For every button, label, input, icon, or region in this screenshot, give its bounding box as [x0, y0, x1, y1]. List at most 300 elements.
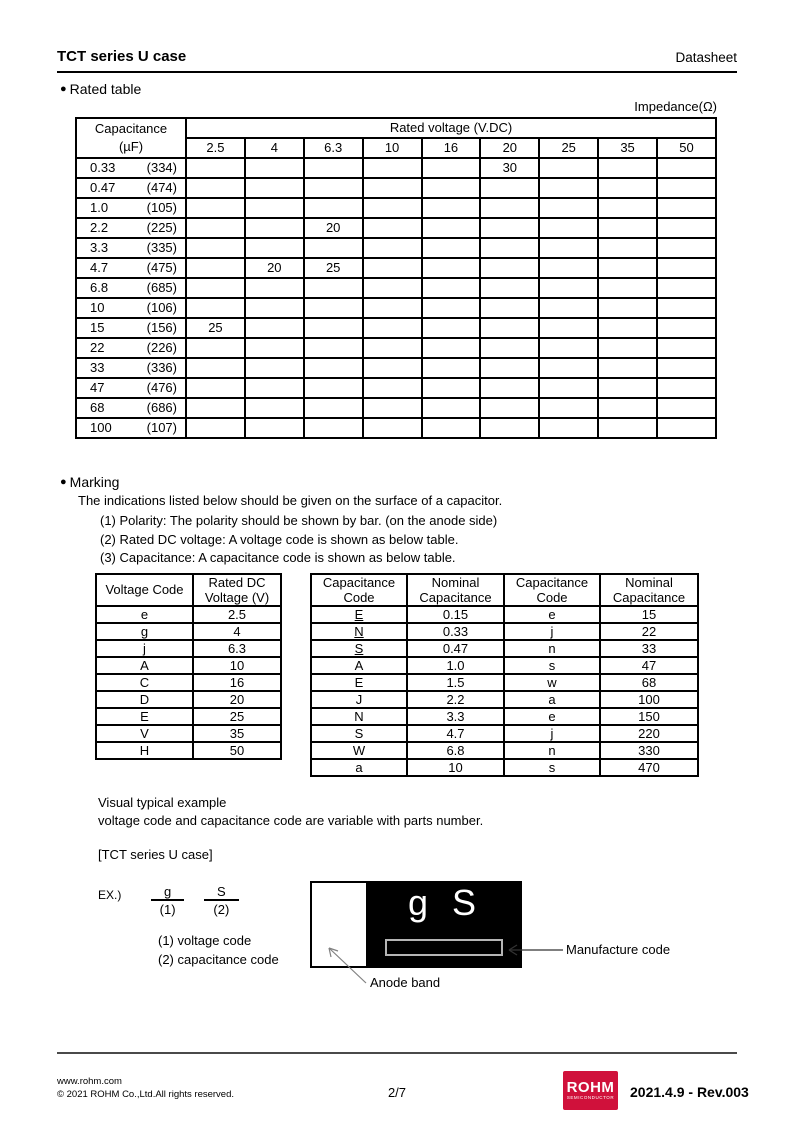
legend-voltage-code: (1) voltage code — [158, 933, 252, 948]
impedance-cell — [363, 178, 422, 198]
impedance-cell — [657, 418, 716, 438]
impedance-cell — [539, 238, 598, 258]
revision-label: 2021.4.9 - Rev.003 — [630, 1084, 749, 1100]
legend-capacitance-code: (2) capacitance code — [158, 951, 279, 967]
capacitance-code-row — [311, 708, 698, 725]
capacitance-code-table — [310, 573, 699, 777]
impedance-cell — [598, 358, 657, 378]
bullet-icon: ● — [60, 475, 67, 488]
impedance-cell — [304, 158, 363, 178]
impedance-cell — [363, 338, 422, 358]
impedance-cell — [186, 218, 245, 238]
voltage-code-row — [96, 691, 281, 708]
impedance-cell — [539, 378, 598, 398]
impedance-cell — [422, 278, 481, 298]
impedance-cell — [422, 178, 481, 198]
capacitance-cell — [76, 258, 186, 278]
nominal-capacitance: 0.47 — [407, 640, 504, 657]
capacitance-cell — [76, 158, 186, 178]
impedance-cell — [363, 238, 422, 258]
impedance-cell — [657, 338, 716, 358]
impedance-cell — [657, 378, 716, 398]
capacitance-value: 68 — [90, 400, 105, 415]
capacitance-value: 15 — [90, 320, 105, 335]
rated-dc-voltage: 25 — [193, 708, 281, 725]
impedance-cell — [657, 358, 716, 378]
capacitance-code — [504, 623, 600, 640]
impedance-cell — [480, 238, 539, 258]
capacitance-cell — [76, 298, 186, 318]
rated-dc-voltage: 2.5 — [193, 606, 281, 623]
voltage-code: C — [96, 674, 193, 691]
capacitance-code-row — [311, 623, 698, 640]
rated-table — [75, 117, 717, 439]
voltage-code: g — [96, 623, 193, 640]
impedance-cell — [422, 158, 481, 178]
capacitance-code — [311, 725, 407, 742]
voltage-column-header: 20 — [480, 138, 539, 158]
marking-heading-label: Marking — [69, 474, 120, 490]
rated-table-row — [76, 278, 716, 298]
voltage-code-row — [96, 674, 281, 691]
impedance-cell — [422, 398, 481, 418]
capacitance-code-letter: W — [352, 743, 366, 758]
impedance-cell — [186, 298, 245, 318]
impedance-cell — [598, 338, 657, 358]
impedance-cell — [304, 278, 363, 298]
impedance-cell — [363, 298, 422, 318]
example-prefix: EX.) — [98, 888, 122, 902]
rated-table-row — [76, 418, 716, 438]
rated-table-row — [76, 238, 716, 258]
voltage-code: j — [96, 640, 193, 657]
capacitance-code — [504, 606, 600, 623]
manufacture-code-arrow — [509, 945, 563, 955]
rohm-logo-text: ROHM — [566, 1079, 615, 1096]
capacitance-code-letter: S — [354, 726, 364, 741]
voltage-code: e — [96, 606, 193, 623]
capacitance-code-row — [311, 640, 698, 657]
impedance-cell — [539, 418, 598, 438]
nominal-capacitance: 10 — [407, 759, 504, 776]
impedance-cell — [657, 198, 716, 218]
impedance-cell — [480, 178, 539, 198]
capacitance-code-row — [311, 725, 698, 742]
header-divider — [57, 71, 737, 73]
capacitance-code: (474) — [146, 180, 177, 195]
capacitance-code-letter: E — [354, 675, 364, 690]
rated-table-heading — [60, 81, 141, 97]
voltage-code-header: Voltage Code — [96, 574, 193, 606]
rated-dc-voltage: 16 — [193, 674, 281, 691]
impedance-cell — [304, 338, 363, 358]
capacitance-code-row — [311, 674, 698, 691]
voltage-code: D — [96, 691, 193, 708]
impedance-cell — [657, 398, 716, 418]
impedance-cell — [363, 158, 422, 178]
capacitance-code — [504, 674, 600, 691]
rated-table-row — [76, 178, 716, 198]
impedance-cell — [304, 378, 363, 398]
capacitance-code-letter: $\overline{e}$ — [548, 709, 556, 724]
capacitance-code: (685) — [146, 280, 177, 295]
impedance-cell — [186, 198, 245, 218]
voltage-column-header: 10 — [363, 138, 422, 158]
rated-table-row — [76, 318, 716, 338]
voltage-code-row — [96, 623, 281, 640]
nominal-capacitance: 33 — [600, 640, 698, 657]
impedance-cell — [422, 258, 481, 278]
impedance-cell — [480, 338, 539, 358]
voltage-column-header: 25 — [539, 138, 598, 158]
impedance-cell — [480, 398, 539, 418]
capacitance-value: 100 — [90, 420, 112, 435]
manufacture-code-label: Manufacture code — [566, 942, 671, 957]
voltage-column-header: 35 — [598, 138, 657, 158]
impedance-cell — [245, 338, 304, 358]
voltage-code: H — [96, 742, 193, 759]
capacitance-code: (105) — [146, 200, 177, 215]
rated-dc-voltage: 10 — [193, 657, 281, 674]
voltage-column-header: 4 — [245, 138, 304, 158]
impedance-cell — [304, 358, 363, 378]
impedance-cell: 30 — [480, 158, 539, 178]
impedance-cell — [245, 178, 304, 198]
capacitance-code-letter: A — [354, 658, 364, 673]
rated-table-row — [76, 338, 716, 358]
impedance-cell — [245, 298, 304, 318]
capacitance-code-letter: e — [548, 607, 556, 622]
capacitance-value: 47 — [90, 380, 105, 395]
nominal-capacitance: 3.3 — [407, 708, 504, 725]
capacitance-code-letter: S — [354, 641, 364, 656]
nominal-capacitance: 6.8 — [407, 742, 504, 759]
rated-dc-voltage: 35 — [193, 725, 281, 742]
capacitance-code: (475) — [146, 260, 177, 275]
marking-heading — [60, 474, 119, 490]
capacitance-code-letter: $\overline{s}$ — [548, 760, 556, 775]
capacitance-value: 0.33 — [90, 160, 116, 175]
impedance-cell — [245, 358, 304, 378]
marking-intro: The indications listed below should be given on the surface of a capacitor. — [78, 493, 503, 508]
capacitance-code — [504, 725, 600, 742]
impedance-cell — [186, 158, 245, 178]
capacitance-cell — [76, 238, 186, 258]
impedance-cell — [245, 158, 304, 178]
capacitance-code — [311, 657, 407, 674]
impedance-cell — [186, 418, 245, 438]
impedance-cell — [245, 398, 304, 418]
voltage-code: V — [96, 725, 193, 742]
capacitance-code-row — [311, 742, 698, 759]
capacitance-value: 33 — [90, 360, 105, 375]
impedance-cell — [598, 418, 657, 438]
capacitance-code — [504, 657, 600, 674]
voltage-code-row — [96, 742, 281, 759]
impedance-cell — [539, 258, 598, 278]
nominal-capacitance: 1.0 — [407, 657, 504, 674]
rated-table-header-row1 — [76, 118, 716, 138]
voltage-code-row — [96, 708, 281, 725]
impedance-cell — [304, 398, 363, 418]
capacitance-code-row — [311, 759, 698, 776]
capacitance-value: 0.47 — [90, 180, 116, 195]
capacitance-code-letter: N — [354, 624, 364, 639]
voltage-column-header: 2.5 — [186, 138, 245, 158]
impedance-cell — [304, 298, 363, 318]
impedance-cell — [539, 398, 598, 418]
voltage-column-header: 6.3 — [304, 138, 363, 158]
impedance-cell — [657, 318, 716, 338]
capacitance-value: 10 — [90, 300, 105, 315]
impedance-cell — [539, 178, 598, 198]
nominal-capacitance: 150 — [600, 708, 698, 725]
impedance-cell — [598, 198, 657, 218]
impedance-cell — [363, 278, 422, 298]
nominal-capacitance: 47 — [600, 657, 698, 674]
footer-website: www.rohm.com — [57, 1076, 122, 1087]
capacitance-cell — [76, 358, 186, 378]
impedance-cell — [363, 378, 422, 398]
capacitance-code-letter: $\overline{w}$ — [547, 675, 557, 690]
capacitance-value: 3.3 — [90, 240, 109, 255]
impedance-cell — [539, 158, 598, 178]
capacitance-code: (226) — [146, 340, 177, 355]
impedance-cell — [657, 178, 716, 198]
capacitance-code — [504, 759, 600, 776]
capacitance-code: (225) — [146, 220, 177, 235]
impedance-cell: 25 — [304, 258, 363, 278]
impedance-cell — [186, 278, 245, 298]
capacitance-cell — [76, 418, 186, 438]
capacitance-cell — [76, 338, 186, 358]
impedance-cell — [657, 238, 716, 258]
impedance-cell — [598, 378, 657, 398]
case-label: [TCT series U case] — [98, 847, 213, 862]
capacitance-code-letter: E — [354, 607, 364, 622]
impedance-cell — [422, 318, 481, 338]
impedance-cell — [480, 378, 539, 398]
voltage-code-example: $\frac{g}{(1)}$ — [151, 884, 184, 917]
capacitance-code-header: Capacitance Code — [311, 574, 407, 606]
capacitance-code — [504, 708, 600, 725]
rated-table-row — [76, 398, 716, 418]
voltage-column-header: 16 — [422, 138, 481, 158]
impedance-cell — [422, 218, 481, 238]
capacitance-cell — [76, 378, 186, 398]
capacitance-cell — [76, 218, 186, 238]
capacitance-cell — [76, 198, 186, 218]
capacitance-code — [504, 691, 600, 708]
capacitance-code-row — [311, 606, 698, 623]
impedance-cell — [245, 318, 304, 338]
rated-table-row — [76, 298, 716, 318]
impedance-cell — [245, 238, 304, 258]
impedance-cell — [186, 238, 245, 258]
capacitance-code-header: Capacitance Code — [504, 574, 600, 606]
impedance-cell — [657, 158, 716, 178]
nominal-capacitance-header: Nominal Capacitance — [407, 574, 504, 606]
visual-example-title: Visual typical example — [98, 795, 227, 810]
impedance-cell — [245, 198, 304, 218]
voltage-code-table — [95, 573, 282, 760]
rated-dc-voltage: 20 — [193, 691, 281, 708]
nominal-capacitance: 470 — [600, 759, 698, 776]
anode-band-arrow — [329, 948, 366, 983]
impedance-cell — [304, 198, 363, 218]
impedance-cell — [539, 198, 598, 218]
capacitance-cell — [76, 178, 186, 198]
impedance-cell — [304, 238, 363, 258]
impedance-cell — [422, 198, 481, 218]
capacitance-code-letter: n — [548, 641, 556, 656]
impedance-cell — [363, 258, 422, 278]
impedance-cell — [657, 298, 716, 318]
nominal-capacitance: 0.15 — [407, 606, 504, 623]
impedance-cell — [539, 358, 598, 378]
impedance-cell — [363, 418, 422, 438]
capacitance-code: (107) — [146, 420, 177, 435]
capacitance-code-letter: N — [354, 709, 364, 724]
impedance-cell — [363, 218, 422, 238]
rated-dc-voltage-header: Rated DC Voltage (V) — [193, 574, 281, 606]
impedance-cell — [422, 378, 481, 398]
capacitance-code-example: $\frac{S}{(2)}$ — [204, 884, 239, 917]
impedance-cell: 20 — [304, 218, 363, 238]
anode-band-label: Anode band — [370, 975, 441, 990]
capacitance-cell — [76, 398, 186, 418]
impedance-cell — [539, 218, 598, 238]
voltage-code: A — [96, 657, 193, 674]
example-legend — [158, 932, 279, 969]
capacitance-code — [311, 606, 407, 623]
capacitance-code-letter: $\overline{a}$ — [548, 692, 556, 707]
marking-item-list — [100, 512, 497, 568]
rated-dc-voltage: 4 — [193, 623, 281, 640]
capacitance-cell — [76, 318, 186, 338]
capacitance-code: (106) — [146, 300, 177, 315]
rated-table-row — [76, 158, 716, 178]
nominal-capacitance: 330 — [600, 742, 698, 759]
nominal-capacitance: 220 — [600, 725, 698, 742]
capacitance-code — [504, 742, 600, 759]
capacitance-code — [311, 623, 407, 640]
impedance-cell — [363, 198, 422, 218]
impedance-unit-label: Impedance(Ω) — [634, 99, 717, 114]
impedance-cell — [363, 358, 422, 378]
impedance-cell — [422, 358, 481, 378]
impedance-cell — [598, 278, 657, 298]
capacitance-code-letter: $\overline{j}$ — [550, 726, 554, 741]
rated-table-row — [76, 378, 716, 398]
capacitance-code-letter: s — [548, 658, 556, 673]
rated-table-row — [76, 358, 716, 378]
impedance-cell — [480, 318, 539, 338]
voltage-code-row — [96, 640, 281, 657]
capacitance-value: 2.2 — [90, 220, 109, 235]
marking-item: (3) Capacitance: A capacitance code is shown as below table. — [100, 550, 456, 566]
impedance-cell — [304, 318, 363, 338]
capacitance-value: 4.7 — [90, 260, 109, 275]
capacitance-code: (156) — [146, 320, 177, 335]
capacitance-code — [504, 640, 600, 657]
impedance-cell — [245, 378, 304, 398]
voltage-code-row — [96, 606, 281, 623]
nominal-capacitance: 2.2 — [407, 691, 504, 708]
rohm-logo-subtext: SEMICONDUCTOR — [566, 1095, 615, 1100]
capacitance-code — [311, 742, 407, 759]
impedance-cell — [422, 338, 481, 358]
nominal-capacitance: 1.5 — [407, 674, 504, 691]
impedance-cell — [598, 298, 657, 318]
impedance-cell — [245, 418, 304, 438]
impedance-cell — [480, 298, 539, 318]
impedance-cell — [422, 238, 481, 258]
capacitance-value: 6.8 — [90, 280, 109, 295]
impedance-cell — [186, 258, 245, 278]
capacitance-code-row — [311, 691, 698, 708]
capacitance-code-letter: J — [355, 692, 363, 707]
footer-copyright: © 2021 ROHM Co.,Ltd.All rights reserved. — [57, 1089, 235, 1100]
impedance-cell — [598, 218, 657, 238]
impedance-cell — [304, 418, 363, 438]
impedance-cell — [480, 198, 539, 218]
impedance-cell — [245, 278, 304, 298]
impedance-cell — [186, 398, 245, 418]
impedance-cell — [598, 238, 657, 258]
impedance-cell — [480, 258, 539, 278]
impedance-cell — [480, 218, 539, 238]
voltage-code-table-header — [96, 574, 281, 606]
capacitance-value: 1.0 — [90, 200, 109, 215]
capacitance-code-table-header — [311, 574, 698, 606]
capacitance-code: (476) — [146, 380, 177, 395]
capacitance-code: (334) — [146, 160, 177, 175]
impedance-cell — [363, 398, 422, 418]
impedance-cell — [363, 318, 422, 338]
impedance-cell — [598, 178, 657, 198]
capacitance-value: 22 — [90, 340, 105, 355]
impedance-cell: 20 — [245, 258, 304, 278]
voltage-code-row — [96, 725, 281, 742]
capacitance-code: (686) — [146, 400, 177, 415]
impedance-cell — [480, 418, 539, 438]
nominal-capacitance-header: Nominal Capacitance — [600, 574, 698, 606]
bullet-icon: ● — [60, 82, 67, 95]
capacitance-cell — [76, 278, 186, 298]
capacitance-code-letter: j — [550, 624, 554, 639]
nominal-capacitance: 68 — [600, 674, 698, 691]
impedance-cell — [598, 158, 657, 178]
voltage-code-row — [96, 657, 281, 674]
doc-type-label: Datasheet — [675, 50, 737, 65]
impedance-cell — [598, 258, 657, 278]
page-number: 2/7 — [387, 1085, 407, 1100]
impedance-cell — [480, 278, 539, 298]
visual-example-note: voltage code and capacitance code are variable with parts number. — [98, 813, 484, 828]
capacitance-code — [311, 691, 407, 708]
capacitance-code-letter: a — [355, 760, 363, 775]
capacitance-code — [311, 708, 407, 725]
rated-table-row — [76, 258, 716, 278]
voltage-column-header: 50 — [657, 138, 716, 158]
impedance-cell — [539, 318, 598, 338]
rated-dc-voltage: 6.3 — [193, 640, 281, 657]
capacitance-code — [311, 674, 407, 691]
capacitance-code — [311, 640, 407, 657]
rated-table-row — [76, 218, 716, 238]
impedance-cell — [422, 418, 481, 438]
